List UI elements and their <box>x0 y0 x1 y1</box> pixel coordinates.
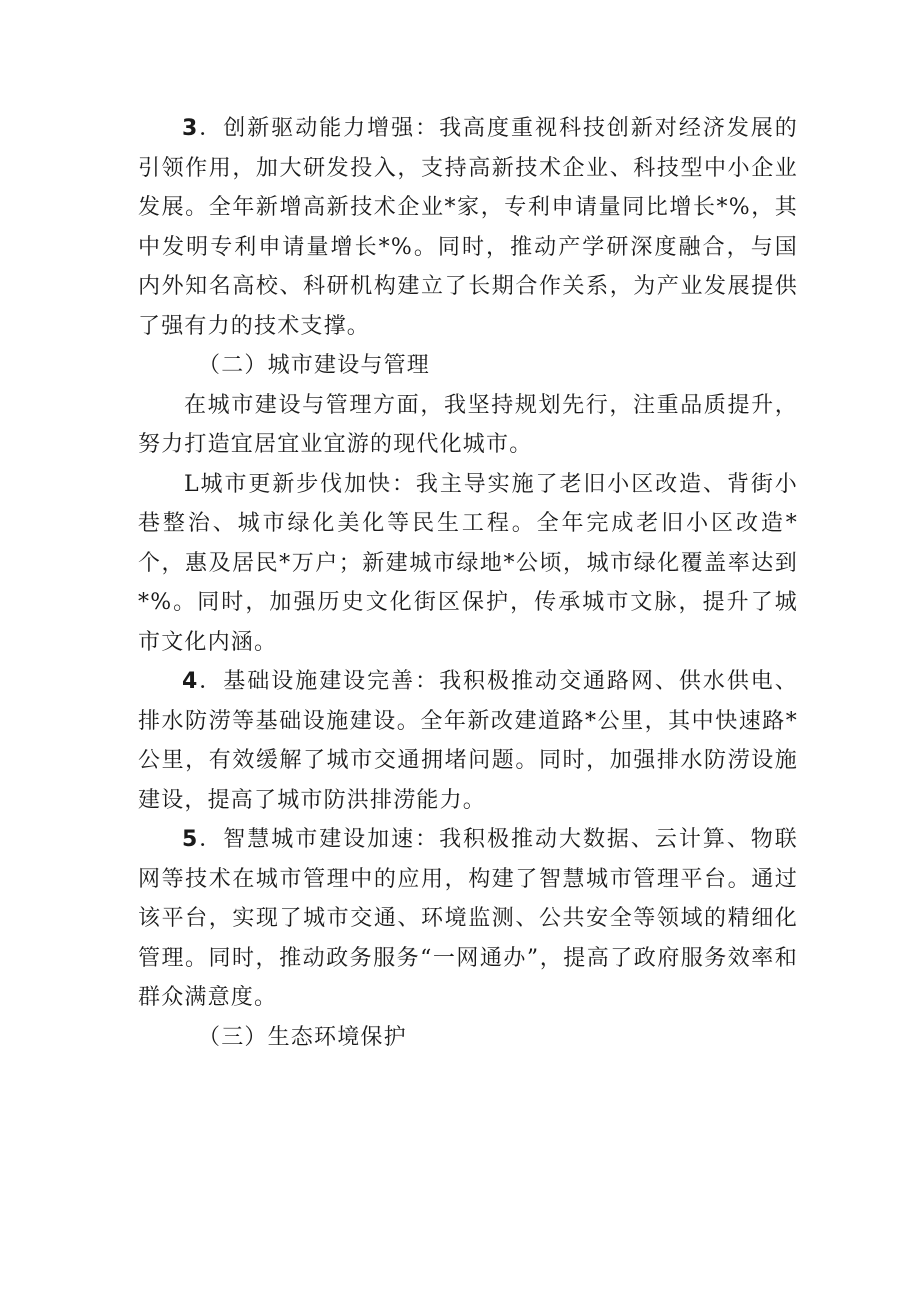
paragraph-text: ．创新驱动能力增强：我高度重视科技创新对经济发展的引领作用，加大研发投入，支持高新技术企业、科技型中小企业发展。全年新增高新技术企业*家，专利申请量同比增长*%，其中发明专利申请量增长*%。同时，推动产学研深度融合，与国内外知名高校、科研机构建立了长期合作关系，为产业发展提供了强有力的技术支撑。 <box>138 116 798 339</box>
item-number: 5 <box>182 827 199 852</box>
paragraph-urban-intro: 在城市建设与管理方面，我坚持规划先行，注重品质提升，努力打造宜居宜业宜游的现代化城市。 <box>138 392 798 457</box>
section-heading-urban: （二）城市建设与管理 <box>198 353 431 378</box>
paragraph-text: ．基础设施建设完善：我积极推动交通路网、供水供电、排水防涝等基础设施建设。全年新改建道路*公里，其中快速路*公里，有效缓解了城市交通拥堵问题。同时，加强排水防涝设施建设，提高了城市防洪排涝能力。 <box>138 669 798 813</box>
paragraph-text: ．智慧城市建设加速：我积极推动大数据、云计算、物联网等技术在城市管理中的应用，构建了智慧城市管理平台。通过该平台，实现了城市交通、环境监测、公共安全等领域的精细化管理。同时，推动政务服务“一网通办”，提高了政府服务效率和群众满意度。 <box>138 827 798 1010</box>
paragraph-innovation <box>138 109 798 346</box>
section-heading-ecology: （三）生态环境保护 <box>198 1024 407 1050</box>
paragraph-infrastructure <box>138 662 798 820</box>
paragraph-urban-renewal: L城市更新步伐加快：我主导实施了老旧小区改造、背街小巷整治、城市绿化美化等民生工程。全年完成老旧小区改造*个，惠及居民*万户；新建城市绿地*公顷，城市绿化覆盖率达到*%。同时，加强历史文化街区保护，传承城市文脉，提升了城市文化内涵。 <box>138 471 798 655</box>
document-body <box>138 109 798 1057</box>
paragraph-smart-city <box>138 820 798 1018</box>
item-number: 3 <box>182 116 199 141</box>
item-number: 4 <box>182 669 199 694</box>
